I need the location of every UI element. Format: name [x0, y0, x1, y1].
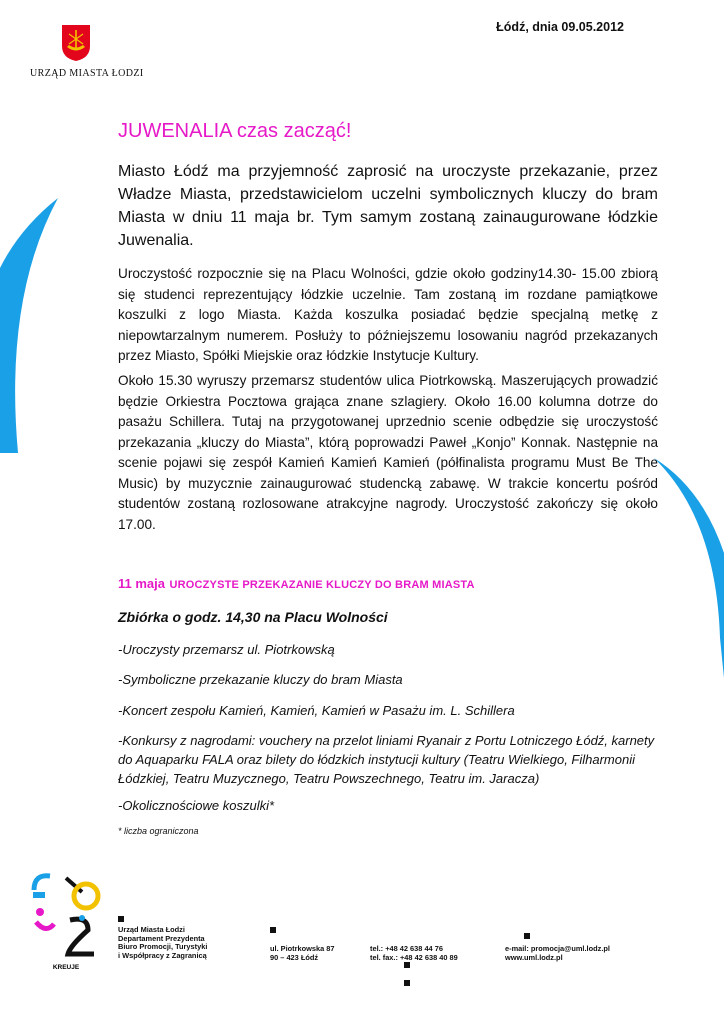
footer-bullet [404, 980, 410, 986]
footer-phone [370, 945, 458, 962]
body-paragraph: Uroczystość rozpocznie się na Placu Wolności, gdzie około godziny14.30- 15.00 zbiorą się studenci reprezentujący łódzkie uczelnie. Tam zostaną im rozdane pamiątkowe koszulki z logo Miasta. Każda koszulka posiadać będzie specjalną metkę z niepowtarzalnym numerem. Posłuży to późniejszemu losowaniu nagród przekazanych przez Miasto, Spółki Miejskie oraz łódzkie Instytucje Kultury. [118, 266, 658, 363]
lead-paragraph: Miasto Łódź ma przyjemność zaprosić na uroczyste przekazanie, przez Władze Miasta, przedstawicielom uczelni symbolicznych kluczy do bram Miasta w dniu 11 maja br. Tym samym zostaną zainaugurowane łódzkie Juwenalia. [118, 163, 658, 249]
program-item: -Konkursy z nagrodami: vouchery na przelot liniami Ryanair z Portu Lotniczego Łódź, karnety do Aquaparku FALA oraz bilety do łódzkich instytucji kultury (Teatru Wielkiego, Filharmonii Łódzkiej, Teatru Muzycznego, Teatru Powszechnego, Teatru im. Jaracza) [118, 733, 655, 786]
footer-address [270, 945, 335, 962]
program-item: -Uroczysty przemarsz ul. Piotrkowską [118, 642, 335, 657]
footer-bullet [118, 916, 124, 922]
event-date: 11 maja [118, 576, 165, 591]
footer-line: Departament Prezydenta [118, 933, 205, 943]
event-title: UROCZYSTE PRZEKAZANIE KLUCZY DO BRAM MIASTA [169, 579, 475, 591]
event-heading [118, 575, 475, 593]
footer-line: Biuro Promocji, Turystyki [118, 942, 208, 952]
footer-bullet [270, 927, 276, 933]
decorative-arc-right [654, 458, 724, 678]
gathering-info: Zbiórka o godz. 14,30 na Placu Wolności [118, 609, 388, 625]
page-title: JUWENALIA czas zacząć! [118, 120, 352, 142]
lodz-kreuje-logo-icon [30, 872, 102, 972]
office-name: URZĄD MIASTA ŁODZI [30, 68, 144, 79]
footer-contact [505, 945, 610, 962]
body-paragraph: Około 15.30 wyruszy przemarsz studentów ulica Piotrkowską. Maszerujących prowadzić będzie Orkiestra Pocztowa grająca znane szlagiery. Około 16.00 kolumna dotrze do pasażu Schillera. Tutaj na przygotowanej uprzednio scenie odbędzie się uroczystość przekazania „kluczy do Miasta”, którą poprowadzi Paweł „Konjo” Konnak. Następnie na scenie pojawi się zespół Kamień Kamień Kamień (półfinalista programu Must Be The Music) by muzycznie zainaugurować studencką zabawę. W trakcie koncertu pośród studentów zostaną rozlosowane atrakcyjne nagrody. Uroczystość zakończy się około 17.00. [118, 373, 658, 532]
footer-line: ul. Piotrkowska 87 [270, 944, 335, 953]
footnote: * liczba ograniczona [118, 826, 199, 836]
footer-line: Urząd Miasta Łodzi [118, 925, 185, 934]
footer-email[interactable]: e-mail: promocja@uml.lodz.pl [505, 944, 610, 953]
footer-organization [118, 926, 207, 960]
footer-bullet [524, 933, 530, 939]
footer-website-link[interactable]: www.uml.lodz.pl [505, 952, 563, 962]
footer-line: tel.: +48 42 638 44 76 [370, 944, 443, 953]
logo-caption: KREUJE [52, 964, 80, 971]
program-item: -Symboliczne przekazanie kluczy do bram Miasta [118, 672, 403, 687]
footer-line: i Współpracy z Zagranicą [118, 950, 207, 960]
program-item: -Koncert zespołu Kamień, Kamień, Kamień w Pasażu im. L. Schillera [118, 703, 515, 718]
decorative-arc-left [0, 198, 60, 453]
footer-bullet [404, 962, 410, 968]
footer-line: 90 – 423 Łódź [270, 952, 319, 962]
program-item: -Okolicznościowe koszulki* [118, 798, 275, 813]
document-date: Łódź, dnia 09.05.2012 [496, 20, 624, 34]
footer-line: tel. fax.: +48 42 638 40 89 [370, 952, 458, 962]
lodz-crest-icon [61, 24, 91, 62]
